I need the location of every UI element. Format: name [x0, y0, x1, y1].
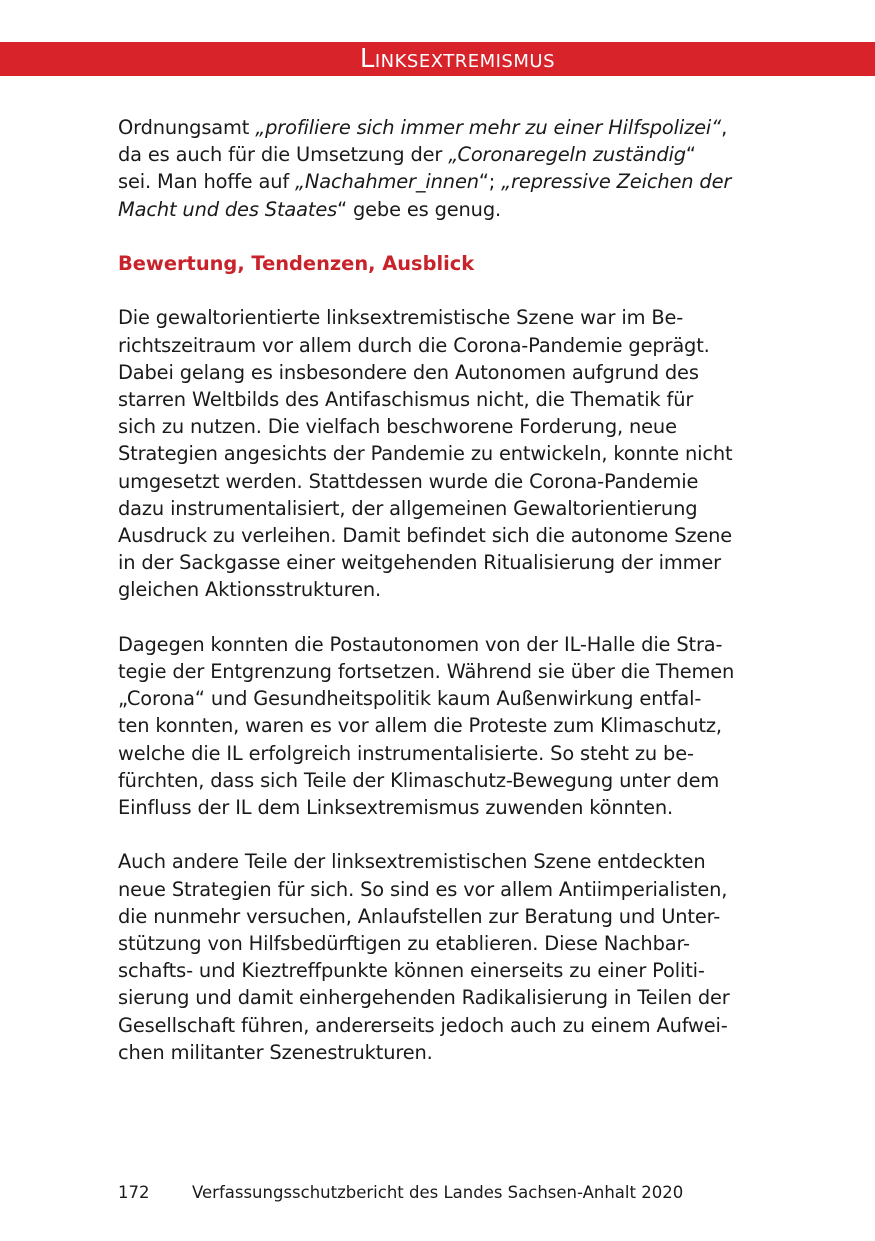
- intro-line-3: sei. Man hoffe auf „Nachahmer_innen“; „repressive Zeichen der: [118, 170, 732, 194]
- intro-line-2: da es auch für die Umsetzung der „Coronaregeln zuständig“: [118, 143, 696, 167]
- quote: „Coronaregeln zuständig: [448, 143, 686, 167]
- text-line: Strategien angesichts der Pandemie zu entwickeln, konnte nicht: [118, 442, 733, 466]
- intro-line-1: Ordnungsamt „profiliere sich immer mehr zu einer Hilfspolizei“,: [118, 116, 728, 139]
- paragraph-gap: [118, 821, 758, 848]
- text-line: ten konnten, waren es vor allem die Proteste zum Klimaschutz,: [118, 714, 722, 738]
- publication-title: Verfassungsschutzbericht des Landes Sachsen-Anhalt 2020: [192, 1183, 684, 1202]
- text-line: umgesetzt werden. Stattdessen wurde die Corona-Pandemie: [118, 469, 699, 493]
- text-line: sierung und damit einhergehenden Radikalisierung in Teilen der: [118, 986, 730, 1010]
- text-line: Auch andere Teile der linksextremistischen Szene entdeckten: [118, 850, 706, 874]
- chapter-title: Linksextremismus: [359, 44, 555, 74]
- text-line: neue Strategien für sich. So sind es vor allem Antiimperialisten,: [118, 877, 728, 901]
- text-line: Ausdruck zu verleihen. Damit befindet sich die autonome Szene: [118, 524, 733, 548]
- section-heading: Bewertung, Tendenzen, Ausblick: [118, 252, 475, 275]
- intro-line-4: Macht und des Staates“ gebe es genug.: [118, 197, 501, 221]
- page-content: [118, 114, 758, 1066]
- text-line: Gesellschaft führen, andererseits jedoch auch zu einem Aufwei-: [118, 1013, 728, 1037]
- paragraph-gap: [118, 604, 758, 631]
- paragraph-gap: [118, 277, 758, 304]
- quote: „repressive Zeichen der: [501, 170, 732, 194]
- text-line: schafts- und Kieztreffpunkte können einerseits zu einer Politi-: [118, 959, 705, 983]
- text-line: in der Sackgasse einer weitgehenden Ritualisierung der immer: [118, 551, 721, 575]
- page-footer: [118, 1182, 683, 1204]
- text-line: welche die IL erfolgreich instrumentalisierte. So steht zu be-: [118, 741, 694, 765]
- text-line: tegie der Entgrenzung fortsetzen. Während sie über die Themen: [118, 660, 735, 684]
- body-paragraph-2: [118, 631, 758, 821]
- text-line: sich zu nutzen. Die vielfach beschworene Forderung, neue: [118, 415, 677, 439]
- body-paragraph-3: [118, 848, 758, 1066]
- page-number: 172: [118, 1183, 150, 1202]
- intro-paragraph: [118, 114, 758, 223]
- text-line: stützung von Hilfsbedürftigen zu etablieren. Diese Nachbar-: [118, 932, 690, 956]
- chapter-header-bar: [0, 42, 875, 76]
- quote: „profiliere sich immer mehr zu einer Hilfspolizei“: [255, 116, 722, 139]
- text-line: chen militanter Szenestrukturen.: [118, 1040, 433, 1064]
- text-line: Dagegen konnten die Postautonomen von der IL-Halle die Stra-: [118, 632, 723, 656]
- paragraph-gap: [118, 223, 758, 250]
- text-line: gleichen Aktionsstrukturen.: [118, 578, 382, 602]
- text-line: starren Weltbilds des Antifaschismus nicht, die Thematik für: [118, 388, 694, 411]
- text-line: richtszeitraum vor allem durch die Corona-Pandemie geprägt.: [118, 333, 710, 357]
- text-line: fürchten, dass sich Teile der Klimaschutz-Bewegung unter dem: [118, 768, 720, 792]
- quote: Macht und des Staates: [118, 197, 338, 221]
- text-line: Dabei gelang es insbesondere den Autonomen aufgrund des: [118, 360, 699, 384]
- text-line: Einfluss der IL dem Linksextremismus zuwenden könnten.: [118, 796, 674, 820]
- text-line: Die gewaltorientierte linksextremistische Szene war im Be-: [118, 306, 684, 330]
- body-paragraph-1: [118, 304, 758, 603]
- text-line: „Corona“ und Gesundheitspolitik kaum Außenwirkung entfal-: [118, 687, 702, 711]
- text-line: dazu instrumentalisiert, der allgemeinen Gewaltorientierung: [118, 496, 698, 520]
- text-line: die nunmehr versuchen, Anlaufstellen zur Beratung und Unter-: [118, 904, 721, 928]
- quote: „Nachahmer_innen: [295, 170, 479, 194]
